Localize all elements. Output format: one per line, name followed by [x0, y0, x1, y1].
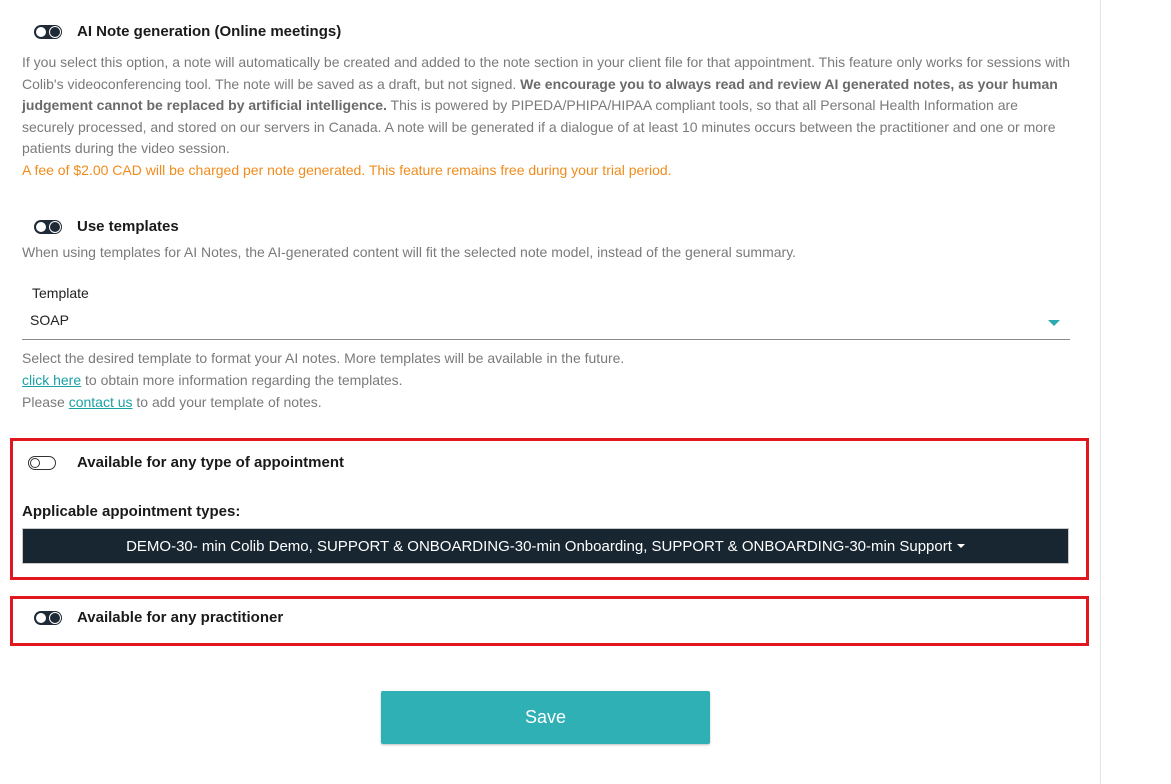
- ai-note-desc-2: This is powered by PIPEDA/PHIPA/HIPAA compliant tools, so that all Personal Health Information are securely processed, and stored on our servers in Canada. A note will be generated if a dialogue of at least 10 minutes occurs between the practitioner and one or more patients during the video session.: [22, 97, 1056, 156]
- template-help-line1: Select the desired template to format your AI notes. More templates will be available in the future.: [22, 350, 625, 366]
- ai-note-title: AI Note generation (Online meetings): [77, 23, 342, 40]
- toggle-knob: [30, 458, 40, 468]
- contact-us-link[interactable]: contact us: [68, 394, 133, 410]
- caret-down-icon: [957, 544, 965, 548]
- right-rail: [1100, 0, 1171, 784]
- use-templates-title: Use templates: [77, 218, 179, 235]
- toggle-knob: [49, 221, 61, 233]
- template-select[interactable]: [22, 282, 1070, 340]
- appointment-types-dropdown[interactable]: [22, 528, 1069, 564]
- appointment-types-value: DEMO-30- min Colib Demo, SUPPORT & ONBOARDING-30-min Onboarding, SUPPORT & ONBOARDING-30-min Support: [126, 537, 952, 555]
- any-appointment-label: Available for any type of appointment: [77, 454, 344, 471]
- any-practitioner-toggle[interactable]: [34, 611, 62, 625]
- any-practitioner-label: Available for any practitioner: [77, 609, 284, 626]
- ai-note-description: [22, 52, 1072, 181]
- applicable-types-label: Applicable appointment types:: [22, 503, 241, 520]
- toggle-knob: [49, 612, 61, 624]
- save-button[interactable]: Save: [381, 691, 710, 744]
- template-value: SOAP: [30, 312, 69, 328]
- fee-note: A fee of $2.00 CAD will be charged per note generated. This feature remains free during your trial period.: [22, 161, 672, 178]
- template-help-line3-pre: Please: [22, 394, 69, 410]
- chevron-down-icon: [1048, 320, 1060, 326]
- template-help: [22, 347, 1072, 413]
- click-here-link[interactable]: click here: [22, 372, 82, 388]
- ai-note-desc-bold: We encourage you to always read and review AI generated notes, as your human judgement cannot be replaced by artificial intelligence.: [22, 75, 1058, 113]
- template-help-line3: to add your template of notes.: [132, 394, 322, 410]
- toggle-knob: [49, 26, 61, 38]
- ai-note-desc-1: If you select this option, a note will automatically be created and added to the note section in your client file for that appointment. This feature only works for sessions with Colib's videoconferencing tool. The note will be saved as a draft, but not signed.: [22, 54, 1070, 92]
- ai-note-toggle[interactable]: [34, 25, 62, 39]
- template-label: Template: [32, 285, 89, 301]
- use-templates-toggle[interactable]: [34, 220, 62, 234]
- any-appointment-toggle[interactable]: [28, 456, 56, 470]
- template-help-line2: to obtain more information regarding the templates.: [81, 372, 403, 388]
- use-templates-description: When using templates for AI Notes, the AI-generated content will fit the selected note model, instead of the general summary.: [22, 244, 797, 260]
